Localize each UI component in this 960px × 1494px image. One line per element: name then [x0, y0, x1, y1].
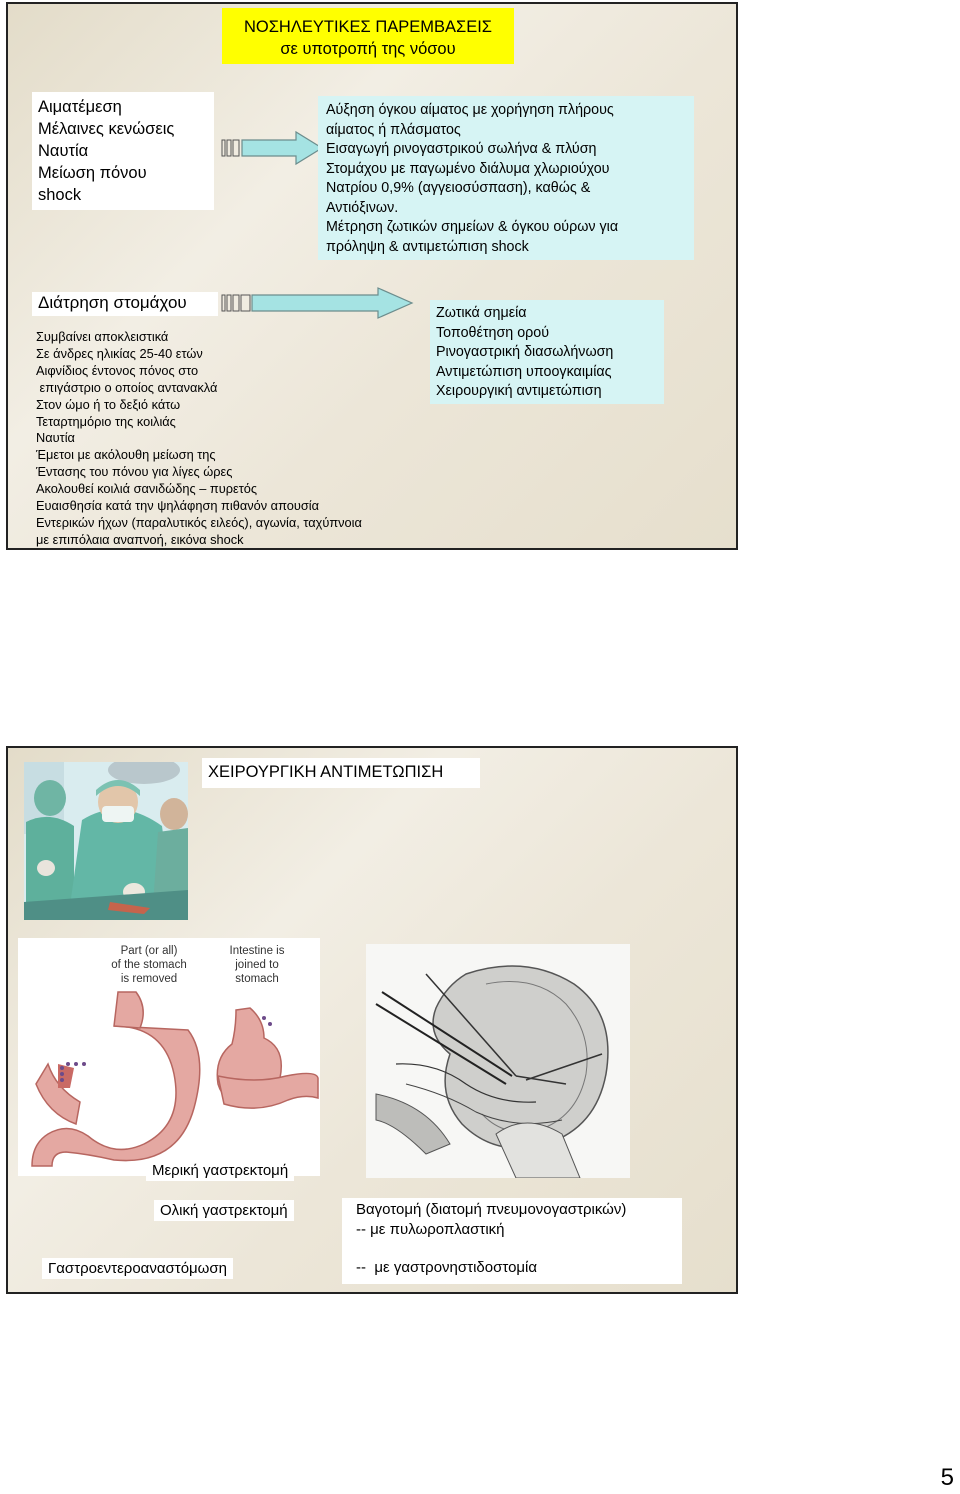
- symptoms-box: [32, 92, 214, 210]
- intervention-line: Στομάχου με παγωμένο διάλυμα χλωριούχου: [326, 160, 610, 177]
- symptom-item: Μείωση πόνου: [38, 164, 147, 182]
- slide-title: [222, 8, 514, 64]
- perforation-detail-line: Έντασης του πόνου για λίγες ώρες: [36, 464, 233, 480]
- diagram-label-right: joined to: [235, 959, 279, 971]
- perforation-detail-line: Συμβαίνει αποκλειστικά: [36, 329, 169, 344]
- symptom-item: Αιματέμεση: [38, 98, 122, 116]
- arrow-right-icon: [220, 130, 326, 170]
- vagotomy-line: Βαγοτομή (διατομή πνευμονογαστρικών): [356, 1201, 627, 1218]
- perforation-action: Ρινογαστρική διασωλήνωση: [436, 344, 614, 360]
- perforation-detail-line: Εντερικών ήχων (παραλυτικός ειλεός), αγωνία, ταχύπνοια: [36, 514, 362, 530]
- vagotomy-line: -- με πυλωροπλαστική: [356, 1221, 505, 1238]
- perforation-detail-line: Έμετοι με ακόλουθη μείωση της: [36, 447, 216, 463]
- diagram-label-left: Part (or all): [120, 945, 178, 957]
- intervention-line: Νατρίου 0,9% (αγγειοσύσπαση), καθώς &: [326, 180, 591, 196]
- intervention-line: Μέτρηση ζωτικών σημείων & όγκου ούρων για: [326, 219, 619, 235]
- surgery-title: ΧΕΙΡΟΥΡΓΙΚΗ ΑΝΤΙΜΕΤΩΠΙΣΗ: [202, 758, 480, 788]
- perforation-action: Αντιμετώπιση υποογκαιμίας: [436, 363, 612, 380]
- vagotomy-line: -- με γαστρονηστιδοστομία: [356, 1259, 538, 1276]
- intervention-line: Αύξηση όγκου αίματος με χορήγηση πλήρους: [326, 102, 614, 118]
- perforation-detail-line: Στον ώμο ή το δεξιό κάτω: [36, 396, 181, 412]
- diagram-label-left: of the stomach: [111, 959, 187, 971]
- perforation-detail-line: με επιπόλαια αναπνοή, εικόνα shock: [36, 531, 244, 547]
- arrow-right-icon: [220, 286, 416, 322]
- diagram-label-left: is removed: [120, 973, 178, 985]
- gastrectomy-illustration: [18, 938, 320, 1176]
- perforation-title: Διάτρηση στομάχου: [32, 292, 218, 316]
- vagotomy-illustration: [366, 944, 630, 1178]
- page-number: 5: [940, 1464, 954, 1491]
- perforation-actions-box: [430, 300, 664, 404]
- slide-title-line2: σε υποτροπή της νόσου: [280, 40, 456, 58]
- symptom-item: Μέλαινες κενώσεις: [38, 120, 175, 138]
- perforation-action: Ζωτικά σημεία: [436, 305, 527, 321]
- perforation-details: [36, 329, 456, 549]
- perforation-detail-line: Ακολουθεί κοιλιά σανιδώδης – πυρετός: [36, 481, 258, 497]
- perforation-detail-line: Ευαισθησία κατά την ψηλάφηση πιθανόν απουσία: [36, 498, 319, 514]
- diagram-label-right: Intestine is: [229, 945, 285, 957]
- perforation-detail-line: Σε άνδρες ηλικίας 25-40 ετών: [36, 345, 203, 361]
- perforation-action: Τοποθέτηση ορού: [436, 324, 550, 341]
- perforation-action: Χειρουργική αντιμετώπιση: [436, 383, 602, 399]
- vagotomy-box: [342, 1198, 682, 1284]
- slide-surgical-treatment: [6, 746, 738, 1294]
- perforation-detail-line: Τεταρτημόριο της κοιλιάς: [36, 413, 176, 429]
- perforation-detail-line: επιγάστριο ο οποίος αντανακλά: [36, 379, 218, 395]
- intervention-line: Εισαγωγή ρινογαστρικού σωλήνα & πλύση: [326, 141, 597, 157]
- perforation-detail-line: Ναυτία: [36, 430, 75, 446]
- surgeons-photo: [24, 762, 188, 920]
- slide-nursing-interventions: [6, 2, 738, 550]
- label-gastroenteroanastomosis: Γαστροεντεροαναστόμωση: [42, 1258, 233, 1279]
- label-total-gastrectomy: Ολική γαστρεκτομή: [154, 1200, 294, 1221]
- slide-title-line1: ΝΟΣΗΛΕΥΤΙΚΕΣ ΠΑΡΕΜΒΑΣΕΙΣ: [243, 18, 493, 36]
- intervention-line: πρόληψη & αντιμετώπιση shock: [326, 238, 529, 255]
- perforation-detail-line: Αιφνίδιος έντονος πόνος στο: [36, 362, 199, 378]
- label-partial-gastrectomy: Μερική γαστρεκτομή: [146, 1160, 294, 1181]
- intervention-line: αίματος ή πλάσματος: [326, 121, 461, 138]
- intervention-line: Αντιόξινων.: [326, 199, 399, 216]
- symptom-item: Ναυτία: [38, 142, 89, 160]
- symptom-item: shock: [38, 186, 82, 204]
- diagram-label-right: stomach: [235, 973, 279, 985]
- interventions-box: [318, 96, 694, 260]
